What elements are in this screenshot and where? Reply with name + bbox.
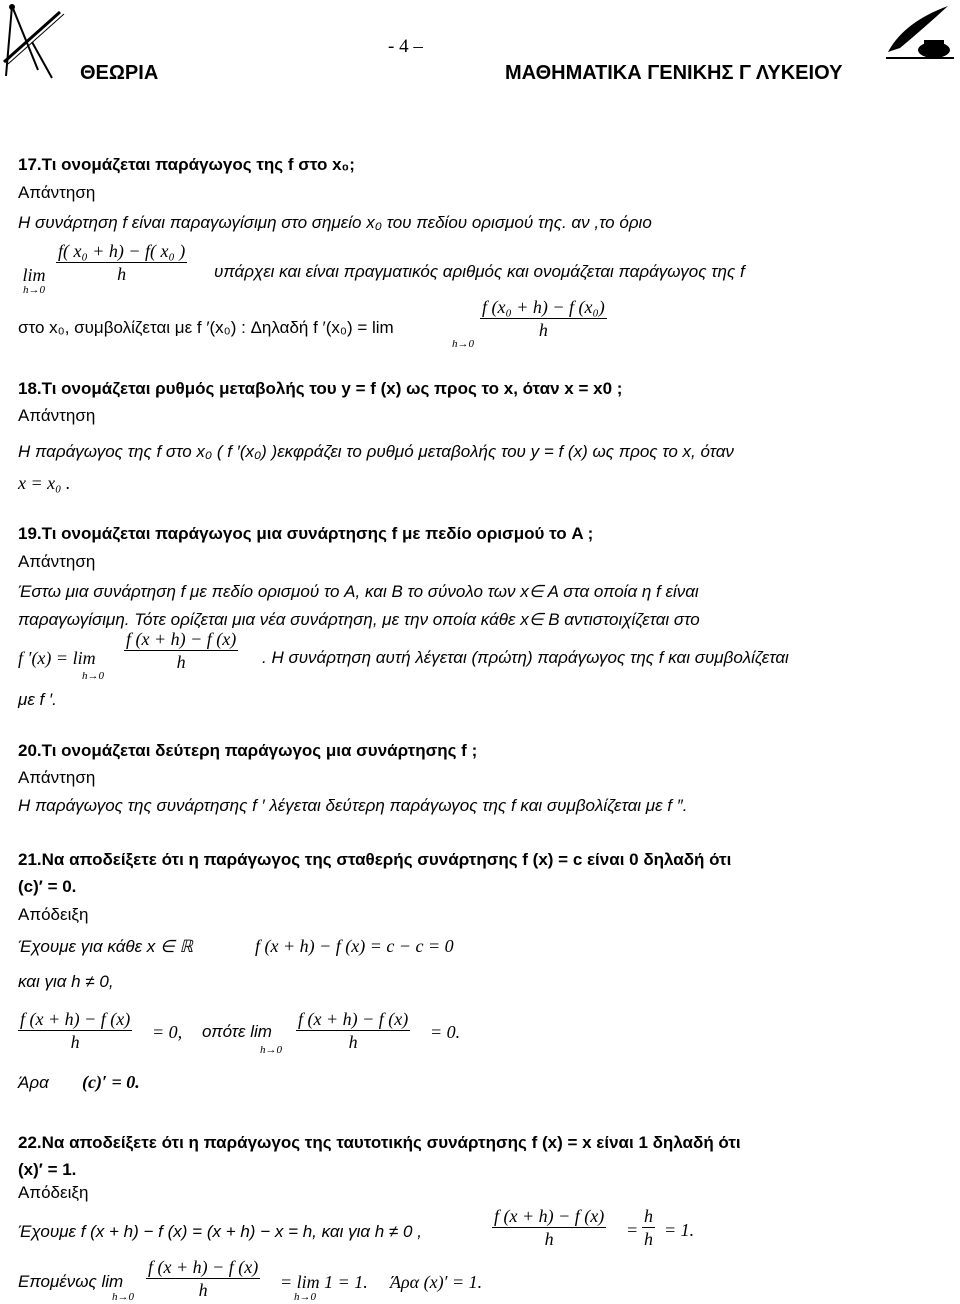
question-21-line2: και για h ≠ 0, [18,972,114,991]
question-22-line2-mid: = lim 1 = 1. [280,1272,368,1292]
question-22-title-line2: (x)′ = 1. [18,1160,77,1179]
question-21-line1-math: f (x + h) − f (x) = c − c = 0 [255,936,454,956]
question-21-eq-zero: = 0, [152,1022,183,1042]
question-22-line2-word: Επομένως lim [18,1272,124,1291]
question-22-line1-eq: = [626,1220,639,1240]
question-19-formula-left: f ′(x) = lim [18,648,96,668]
question-21-opote-sub: h→0 [260,1044,282,1056]
question-19-title: 19.Τι ονομάζεται παράγωγος μια συνάρτησης f με πεδίο ορισμού το A ; [18,524,594,543]
question-20-title: 20.Τι ονομάζεται δεύτερη παράγωγος μια συνάρτησης f ; [18,741,478,760]
question-22-line2-sub2: h→0 [294,1291,316,1303]
question-17-lim: lim h→0 [22,265,46,296]
question-21-fraction-1: f (x + h) − f (x) h [20,1009,131,1052]
question-22-fraction-2: h h [644,1206,653,1249]
question-18-answer-label: Απάντηση [18,406,96,425]
left-header-title: ΘΕΩΡΙΑ [80,62,159,84]
question-19-line1: Έστω μια συνάρτηση f με πεδίο ορισμού το A, και B το σύνολο των x∈ A στα οποία η f είναι [18,582,699,601]
question-19-line4: με f ′. [18,690,57,709]
question-22-line2-sub: h→0 [112,1291,134,1303]
question-20-answer-label: Απάντηση [18,768,96,787]
page-number: - 4 – [388,36,423,57]
question-21-conclusion: (c)′ = 0. [82,1072,140,1092]
question-22-proof-label: Απόδειξη [18,1183,89,1202]
question-22-line1-end: = 1. [664,1220,695,1240]
question-17-definition-fraction: f (x₀ + h) − f (x₀) h [482,297,605,340]
question-21-title-line2: (c)′ = 0. [18,877,77,896]
question-18-title: 18.Τι ονομάζεται ρυθμός μεταβολής του y = f (x) ως προς το x, όταν x = x0 ; [18,379,623,398]
question-19-fraction: f (x + h) − f (x) h [126,629,237,672]
question-17-line2: υπάρχει και είναι πραγματικός αριθμός και ονομάζεται παράγωγος της f [214,262,745,281]
question-18-line1: Η παράγωγος της f στο x₀ ( f ′(x₀) )εκφράζει το ρυθμό μεταβολής του y = f (x) ως προς το x, όταν [18,442,734,461]
question-19-line3: . Η συνάρτηση αυτή λέγεται (πρώτη) παράγωγος της f και συμβολίζεται [262,648,789,667]
question-17-title: 17.Τι ονομάζεται παράγωγος της f στο x₀; [18,155,355,174]
question-21-fraction-2: f (x + h) − f (x) h [298,1009,409,1052]
question-17-line3-sub: h→0 [452,338,474,350]
question-17-limit-fraction: f( x₀ + h) − f( x₀ ) h [58,241,186,284]
question-21-conclusion-word: Άρα [18,1073,49,1092]
question-19-answer-label: Απάντηση [18,552,96,571]
question-22-fraction-1: f (x + h) − f (x) h [494,1206,605,1249]
question-22-title-line1: 22.Να αποδείξετε ότι η παράγωγος της ταυτοτικής συνάρτησης f (x) = x είναι 1 δηλαδή ότι [18,1133,741,1152]
question-22-fraction-3: f (x + h) − f (x) h [148,1257,259,1300]
question-21-title-line1: 21.Να αποδείξετε ότι η παράγωγος της σταθερής συνάρτησης f (x) = c είναι 0 δηλαδή ότι [18,850,732,869]
question-18-line2: x = x₀ . [18,473,71,493]
question-22-line2-end: Άρα (x)′ = 1. [390,1272,483,1292]
question-21-eq-zero-2: = 0. [430,1022,461,1042]
question-21-line1-text: Έχουμε για κάθε x ∈ ℝ [18,937,194,956]
quill-inkwell-icon [884,2,956,62]
question-17-line3: στο x₀, συμβολίζεται με f ′(x₀) : Δηλαδή f ′(x₀) = lim [18,318,394,337]
compass-ruler-icon [2,2,66,82]
question-21-opote: οπότε lim [202,1022,272,1041]
question-17-line1: Η συνάρτηση f είναι παραγωγίσιμη στο σημείο x₀ του πεδίου ορισμού της. αν ,το όριο [18,213,652,232]
question-21-proof-label: Απόδειξη [18,905,89,924]
question-22-line1: Έχουμε f (x + h) − f (x) = (x + h) − x = h, και για h ≠ 0 , [18,1222,422,1241]
right-header-title: ΜΑΘΗΜΑΤΙΚΑ ΓΕΝΙΚΗΣ Γ ΛΥΚΕΙΟΥ [505,62,843,84]
question-17-answer-label: Απάντηση [18,183,96,202]
question-20-line1: Η παράγωγος της συνάρτησης f ′ λέγεται δεύτερη παράγωγος της f και συμβολίζεται με f ″. [18,796,688,815]
question-19-line2: παραγωγίσιμη. Τότε ορίζεται μια νέα συνάρτηση, με την οποία κάθε x∈ B αντιστοιχίζεται στο [18,610,700,629]
question-19-formula-sub: h→0 [82,670,104,682]
